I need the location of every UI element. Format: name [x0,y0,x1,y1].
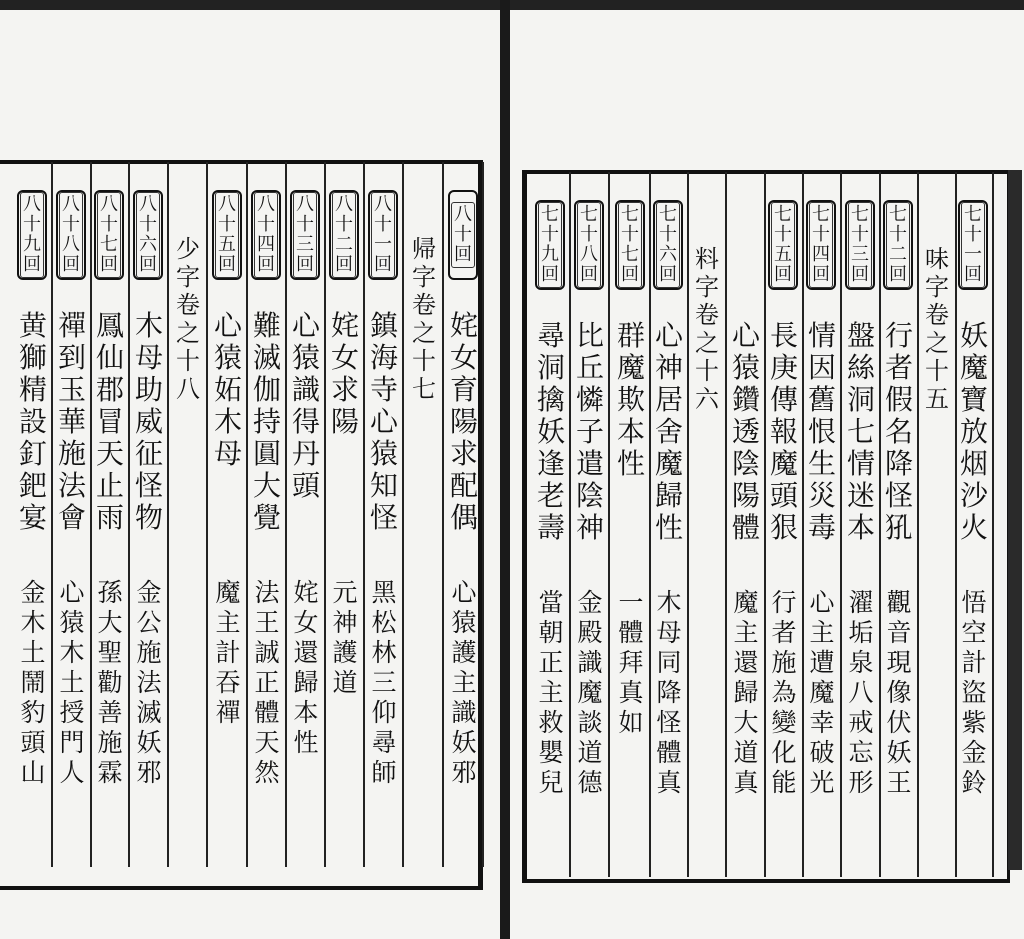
left_page-chapter-label: 八 十 三 回 [290,190,320,280]
column-rule [992,172,994,877]
right_page-chapter-title-line2: 當 朝 正 主 救 嬰 兒 [538,588,564,797]
right_page-chapter-label: 七 十 四 回 [806,200,836,290]
left_page-chapter-title-line2: 黑 松 林 三 仰 尋 師 [371,578,397,787]
column-rule [764,172,766,877]
left_page-chapter-title-line1: 心 猿 識 得 丹 頭 [291,309,320,502]
right_page-chapter-title-line1: 行 者 假 名 降 怪 犼 [884,319,913,544]
left_page-chapter-label: 八 十 六 回 [133,190,163,280]
column-rule [442,162,444,867]
left_page-chapter-label: 八 十 四 回 [251,190,281,280]
right_page-chapter-title-line1: 群 魔 欺 本 性 [616,319,645,480]
column-rule [324,162,326,867]
left_page-chapter-title-line1: 木 母 助 威 征 怪 物 [134,309,163,534]
left_page-chapter-title-line2: 孫 大 聖 勸 善 施 霖 [97,578,123,787]
column-rule [840,172,842,877]
left_page-volume-title: 少 字 卷 之 十 八 [176,235,200,403]
right_page-volume-title: 料 字 卷 之 十 六 [695,245,719,413]
left_page-chapter-label: 八 十 八 回 [56,190,86,280]
column-rule [246,162,248,867]
left_page-chapter-title-line2: 魔 主 計 吞 禪 [215,578,241,727]
left_page-chapter-title-line2: 金 木 土 鬧 豹 頭 山 [20,578,46,787]
column-rule [206,162,208,867]
column-rule [128,162,130,867]
left_page-chapter-title-line1: 姹 女 育 陽 求 配 偶 [449,309,478,534]
right_page-chapter-title-line2: 金 殿 識 魔 談 道 德 [577,588,603,797]
left_page-chapter-title-line2: 元 神 護 道 [332,578,358,697]
left_page-chapter-label: 八 十 五 回 [212,190,242,280]
right_page-chapter-title-line2: 一 體 拜 真 如 [618,588,644,737]
right_page-chapter-title-line2: 悟 空 計 盜 紫 金 鈴 [961,588,987,797]
left_page-chapter-title-line1: 鎮 海 寺 心 猿 知 怪 [369,309,398,534]
left_page-chapter-title-line1: 難 滅 伽 持 圓 大 覺 [252,309,281,534]
column-rule [90,162,92,867]
column-rule [802,172,804,877]
right_page-chapter-label: 七 十 九 回 [535,200,565,290]
right_page-chapter-title-line2: 心 主 遭 魔 幸 破 光 [809,588,835,797]
column-rule [167,162,169,867]
column-rule [725,172,727,877]
left_page-chapter-label: 八 十 一 回 [368,190,398,280]
column-rule [955,172,957,877]
column-rule [649,172,651,877]
column-rule [482,162,484,867]
right_page-chapter-label: 七 十 六 回 [653,200,683,290]
column-rule [51,162,53,867]
left_page-chapter-title-line2: 姹 女 還 歸 本 性 [293,578,319,757]
right_page-chapter-label: 七 十 五 回 [768,200,798,290]
column-rule [917,172,919,877]
left_page-chapter-title-line1: 鳳 仙 郡 冒 天 止 雨 [95,309,124,534]
left_page-volume-title: 帰 字 卷 之 十 七 [412,235,436,403]
column-rule [285,162,287,867]
column-rule [363,162,365,867]
right_page-chapter-label: 七 十 七 回 [615,200,645,290]
left_page-chapter-title-line2: 心 猿 木 土 授 門 人 [59,578,85,787]
right_page-chapter-label: 七 十 二 回 [883,200,913,290]
right_page-chapter-title-line1: 長 庚 傳 報 魔 頭 狠 [769,319,798,544]
left_page-chapter-label: 八 十 二 回 [329,190,359,280]
left_page-chapter-title-line2: 法 王 誠 正 體 天 然 [254,578,280,787]
book-gutter [500,0,510,939]
left_page-chapter-label: 八 十 七 回 [94,190,124,280]
column-rule [608,172,610,877]
left_page-chapter-title-line1: 心 猿 妬 木 母 [213,309,242,470]
right_page-chapter-title-line1: 比 丘 憐 子 遣 陰 神 [575,319,604,544]
left_page-chapter-title-line1: 黄 獅 精 設 釘 鈀 宴 [18,309,47,534]
right_page-chapter-label: 七 十 一 回 [958,200,988,290]
column-rule [402,162,404,867]
right_page-volume-title: 味 字 卷 之 十 五 [925,245,949,413]
right_page-chapter-title-line1: 妖 魔 寶 放 烟 沙 火 [959,319,988,544]
left_page-chapter-title-line2: 心 猿 護 主 識 妖 邪 [451,578,477,787]
left_page-chapter-title-line1: 禪 到 玉 華 施 法 會 [57,309,86,534]
right_page-chapter-title-line1: 盤 絲 洞 七 情 迷 本 [846,319,875,544]
column-rule [687,172,689,877]
right_page-chapter-title-line2: 觀 音 現 像 伏 妖 王 [886,588,912,797]
left_page-chapter-title-line2: 金 公 施 法 滅 妖 邪 [136,578,162,787]
right_page-chapter-title-line2: 魔 主 還 歸 大 道 真 [733,588,759,797]
right_page-chapter-title-line2: 濯 垢 泉 八 戒 忘 形 [848,588,874,797]
right_page-chapter-label: 七 十 八 回 [574,200,604,290]
right_page-chapter-title-line2: 行 者 施 為 變 化 能 [771,588,797,797]
right_page-chapter-title-line1: 尋 洞 擒 妖 逢 老 壽 [536,319,565,544]
right_page-chapter-title-line1: 心 神 居 舍 魔 歸 性 [654,319,683,544]
column-rule [879,172,881,877]
left_page-chapter-title-line1: 姹 女 求 陽 [330,309,359,438]
left_page-chapter-label: 八 十 回 [448,190,478,280]
right_page-chapter-title-line1: 情 因 舊 恨 生 災 毒 [807,319,836,544]
right_page-chapter-title-line2: 木 母 同 降 怪 體 真 [656,588,682,797]
right_page-chapter-label: 七 十 三 回 [845,200,875,290]
left_page-chapter-label: 八 十 九 回 [17,190,47,280]
right_page-chapter-title-line1: 心 猿 鑽 透 陰 陽 體 [731,319,760,544]
column-rule [569,172,571,877]
